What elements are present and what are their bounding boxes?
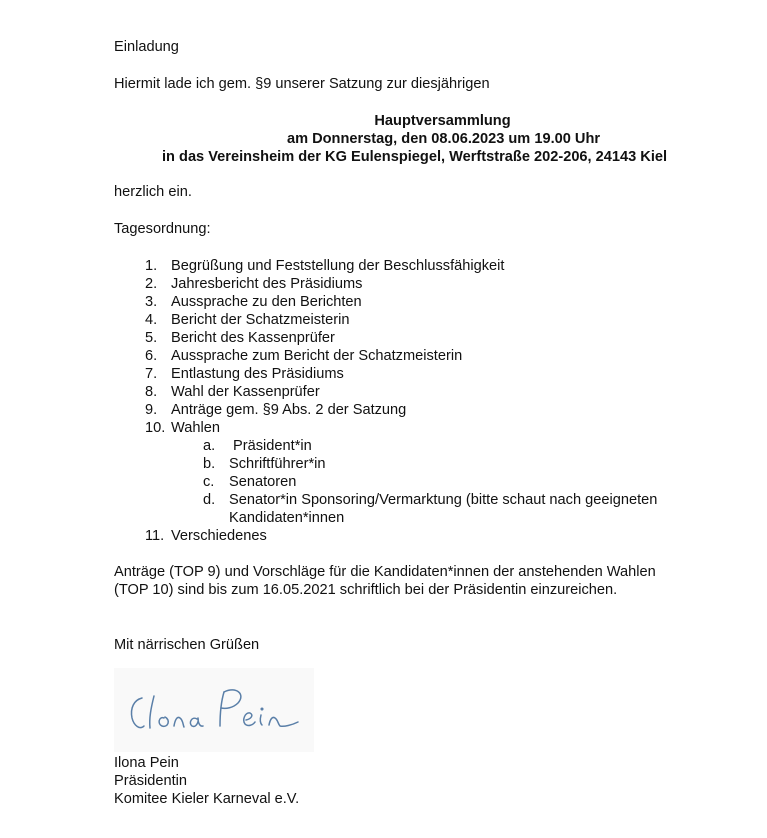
election-item-text: Präsident*in [229,438,312,454]
agenda-item [145,401,406,419]
election-item-text: Senator*in Sponsoring/Vermarktung (bitte schaut nach geeigneten [229,492,658,508]
agenda-item-text: Jahresbericht des Präsidiums [171,276,363,292]
election-item-continuation: Kandidaten*innen [229,510,345,526]
signer-name: Ilona Pein [114,755,179,771]
election-item-letter: b. [203,456,216,472]
handwritten-signature [114,668,314,752]
election-item [203,473,296,491]
election-item-text: Schriftführer*in [229,456,326,472]
signer-organization: Komitee Kieler Karneval e.V. [114,791,300,807]
agenda-item-text: Wahl der Kassenprüfer [171,384,320,400]
agenda-item-text: Verschiedenes [171,528,267,544]
agenda-item [145,419,220,437]
agenda-item-text: Wahlen [171,420,220,436]
signer-role: Präsidentin [114,773,188,789]
agenda-label: Tagesordnung: [114,221,211,237]
agenda-item [145,257,504,275]
intro-text: Hiermit lade ich gem. §9 unserer Satzung zur diesjährigen [114,76,490,92]
notice-line-2: (TOP 10) sind bis zum 16.05.2021 schriftlich bei der Präsidentin einzureichen. [114,582,618,598]
election-item [203,455,326,473]
agenda-item [145,527,267,545]
event-title: Hauptversammlung [374,113,511,129]
agenda-item-number: 3. [145,294,158,310]
agenda-item [145,311,349,329]
event-location: in das Vereinsheim der KG Eulenspiegel, Werftstraße 202-206, 24143 Kiel [162,149,668,165]
agenda-item [145,347,462,365]
agenda-item-text: Bericht der Schatzmeisterin [171,312,350,328]
agenda-item-number: 6. [145,348,158,364]
agenda-item-number: 10. [145,420,166,436]
election-item-letter: a. [203,438,216,454]
agenda-item-number: 7. [145,366,158,382]
notice-line-1: Anträge (TOP 9) und Vorschläge für die Kandidaten*innen der anstehenden Wahlen [114,564,656,580]
election-item-text: Senatoren [229,474,297,490]
agenda-item-number: 9. [145,402,158,418]
agenda-item-text: Aussprache zu den Berichten [171,294,362,310]
agenda-item [145,275,362,293]
election-item [203,437,312,455]
agenda-item-number: 11. [145,528,165,544]
event-date: am Donnerstag, den 08.06.2023 um 19.00 Uhr [286,131,601,147]
agenda-item [145,293,362,311]
agenda-item-number: 4. [145,312,158,328]
agenda-item [145,365,344,383]
election-item-letter: d. [203,492,216,508]
agenda-item-text: Anträge gem. §9 Abs. 2 der Satzung [171,402,407,418]
agenda-item-text: Entlastung des Präsidiums [171,366,344,382]
agenda-item-text: Bericht des Kassenprüfer [171,330,335,346]
agenda-item [145,383,320,401]
agenda-item-number: 5. [145,330,158,346]
invite-end: herzlich ein. [114,184,192,200]
agenda-item-number: 8. [145,384,158,400]
agenda-item [145,329,335,347]
election-item-letter: c. [203,474,215,490]
closing-greeting: Mit närrischen Grüßen [114,637,260,653]
agenda-item-number: 1. [145,258,158,274]
agenda-item-text: Begrüßung und Feststellung der Beschlussfähigkeit [171,258,505,274]
agenda-item-number: 2. [145,276,158,292]
agenda-item-text: Aussprache zum Bericht der Schatzmeisterin [171,348,463,364]
election-item [203,491,657,509]
letter-heading: Einladung [114,39,179,55]
